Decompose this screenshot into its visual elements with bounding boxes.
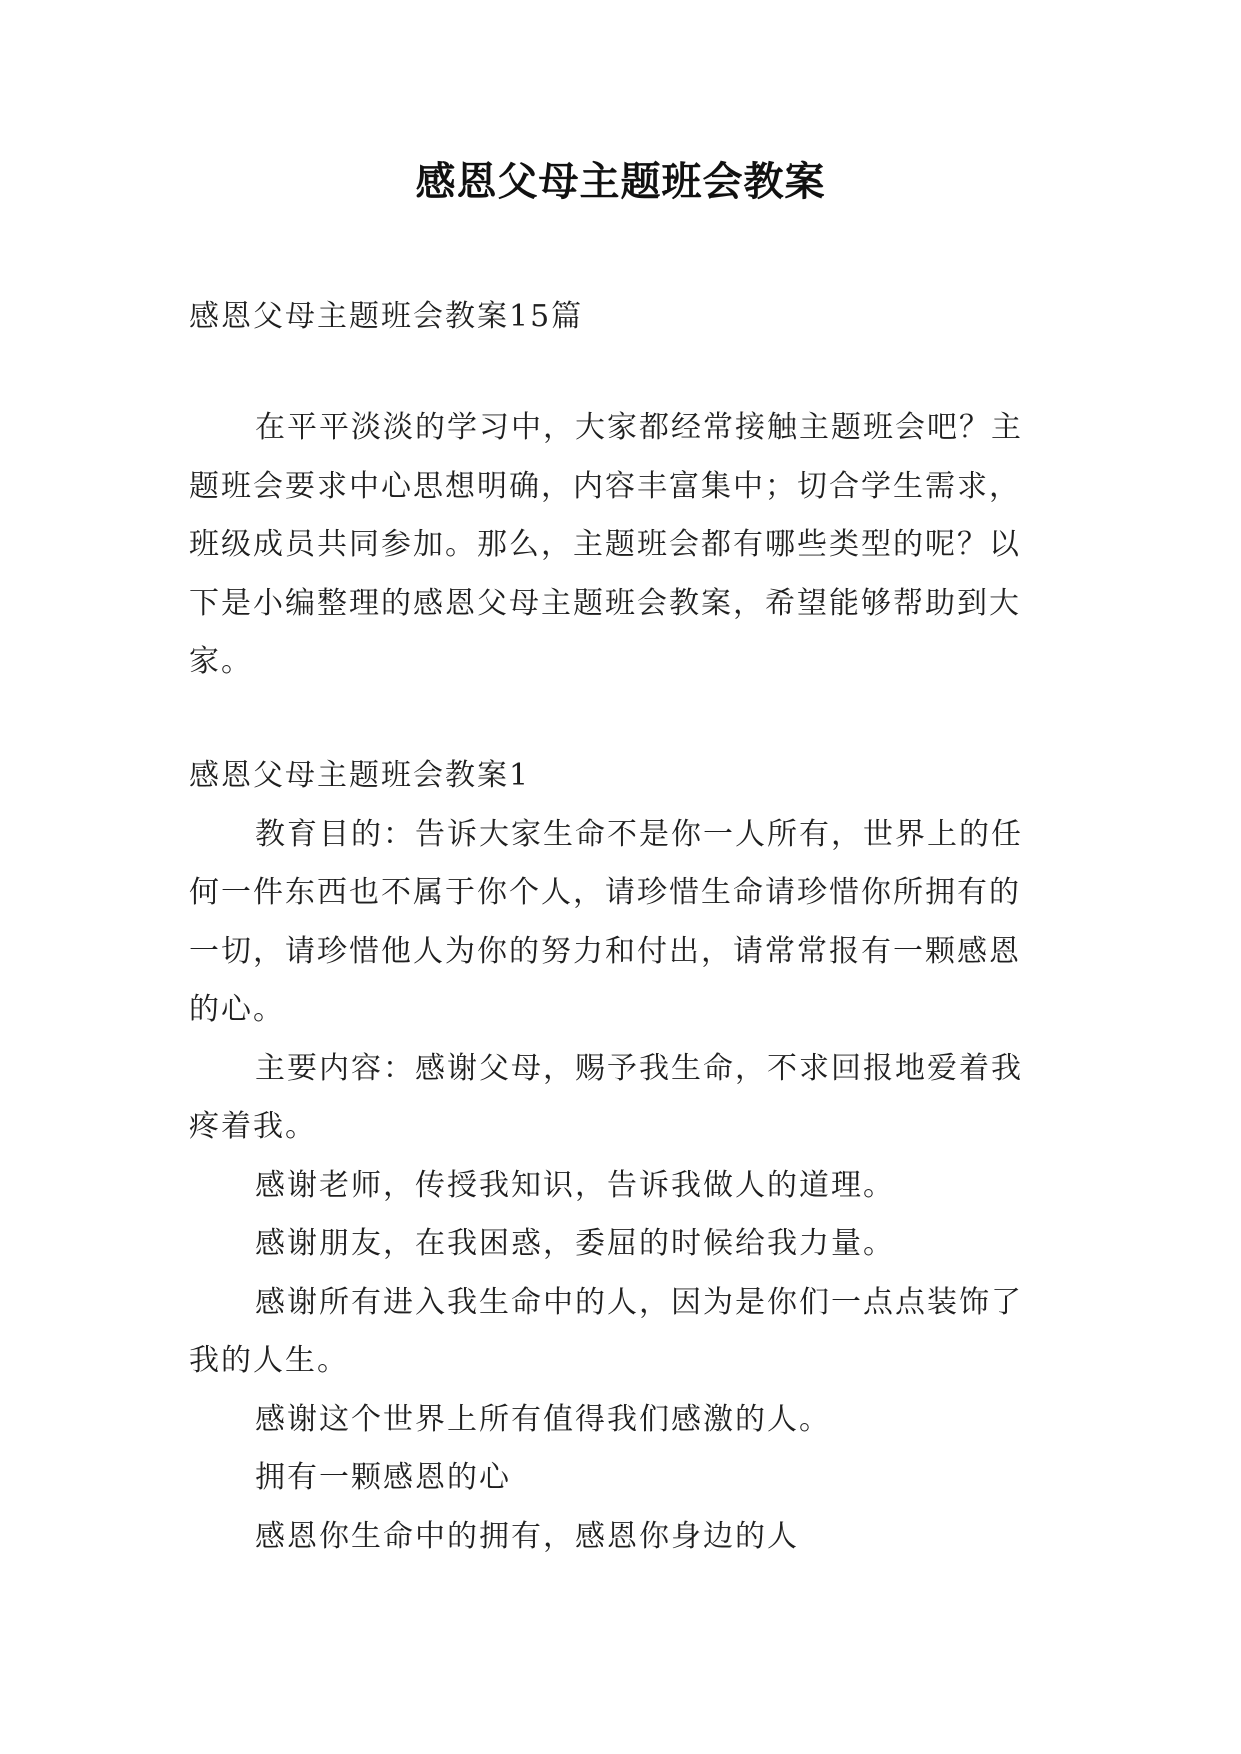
section-line: 主要内容：感谢父母，赐予我生命，不求回报地爱着我 (255, 1050, 1023, 1086)
section-line: 何一件东西也不属于你个人，请珍惜生命请珍惜你所拥有的 (189, 875, 1021, 910)
intro-line: 家。 (189, 644, 253, 679)
section-line: 我的人生。 (189, 1343, 349, 1378)
subtitle-line: 感恩父母主题班会教案15篇 (189, 299, 584, 334)
section-line: 感谢所有进入我生命中的人，因为是你们一点点装饰了 (255, 1284, 1023, 1320)
section-line: 一切，请珍惜他人为你的努力和付出，请常常报有一颗感恩 (189, 933, 1021, 969)
section-line: 感谢朋友，在我困惑，委屈的时候给我力量。 (255, 1226, 895, 1261)
section-line: 感恩你生命中的拥有，感恩你身边的人 (255, 1518, 799, 1554)
intro-line: 在平平淡淡的学习中，大家都经常接触主题班会吧？主 (255, 410, 1023, 445)
section-line: 拥有一颗感恩的心 (255, 1460, 511, 1495)
section-line: 感谢老师，传授我知识，告诉我做人的道理。 (255, 1167, 895, 1203)
document-subtitle (189, 288, 1061, 347)
intro-paragraph (189, 399, 1061, 692)
section-line: 的心。 (189, 992, 285, 1027)
section-line: 疼着我。 (189, 1109, 317, 1144)
intro-line: 题班会要求中心思想明确，内容丰富集中；切合学生需求， (189, 468, 1021, 504)
intro-line: 下是小编整理的感恩父母主题班会教案，希望能够帮助到大 (189, 585, 1021, 621)
section-line: 教育目的：告诉大家生命不是你一人所有，世界上的任 (255, 816, 1023, 852)
section-line: 感谢这个世界上所有值得我们感激的人。 (255, 1401, 831, 1437)
intro-line: 班级成员共同参加。那么，主题班会都有哪些类型的呢？以 (189, 527, 1021, 562)
document-title: 感恩父母主题班会教案 (415, 159, 826, 205)
section-1 (189, 747, 1061, 1566)
section-heading: 感恩父母主题班会教案1 (189, 758, 531, 793)
